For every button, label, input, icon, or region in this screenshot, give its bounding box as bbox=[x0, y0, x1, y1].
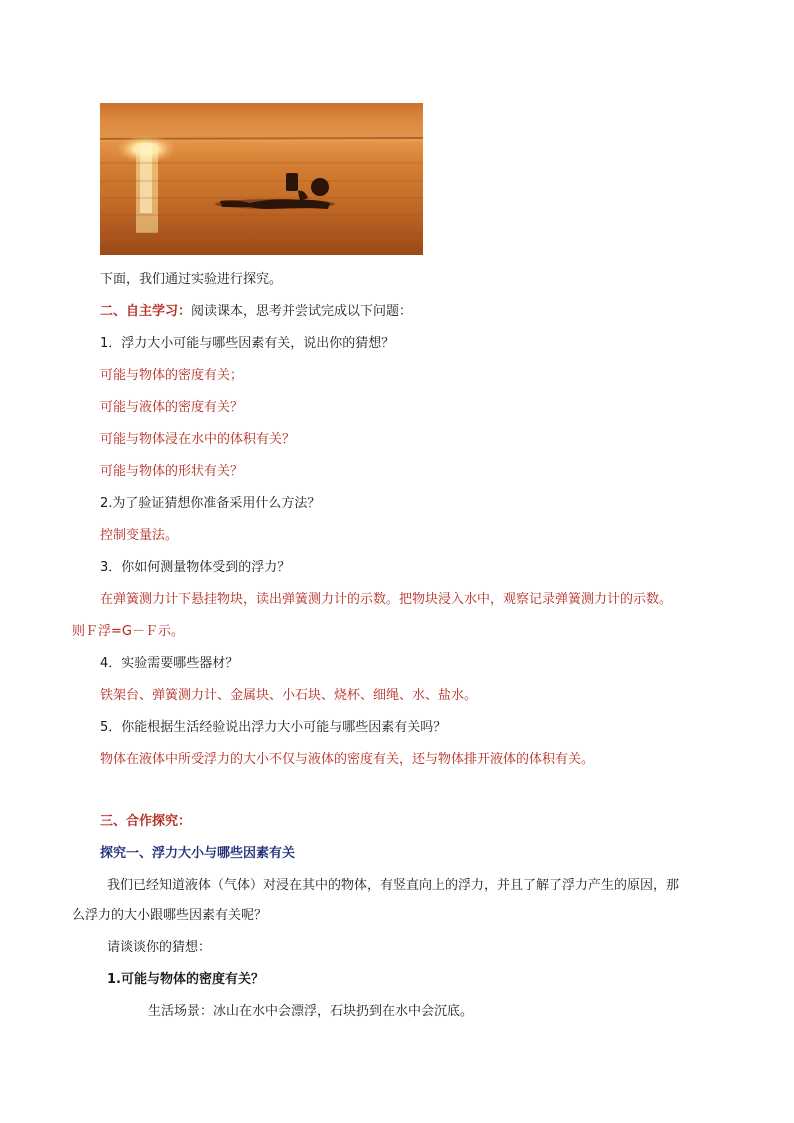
floating-person-photo bbox=[100, 103, 423, 255]
q3-question: 3．你如何测量物体受到的浮力？ bbox=[100, 560, 291, 575]
q4-answer: 铁架台、弹簧测力计、金属块、小石块、烧杯、细绳、水、盐水。 bbox=[100, 688, 478, 703]
q1-answer-4: 可能与物体的形状有关？ bbox=[100, 464, 244, 479]
q1-question: 1．浮力大小可能与哪些因素有关，说出你的猜想？ bbox=[100, 336, 395, 351]
q4-question: 4．实验需要哪些器材？ bbox=[100, 656, 239, 671]
life-scenario: 生活场景：冰山在水中会漂浮，石块扔到在水中会沉底。 bbox=[148, 1004, 474, 1019]
inquiry-title: 探究一、浮力大小与哪些因素有关 bbox=[100, 846, 296, 861]
section2-instruction: 阅读课本，思考并尝试完成以下问题： bbox=[191, 304, 413, 319]
q1-answer-3: 可能与物体浸在水中的体积有关？ bbox=[100, 432, 296, 447]
section2-line bbox=[100, 302, 412, 322]
paragraph-line2: 么浮力的大小跟哪些因素有关呢？ bbox=[72, 908, 268, 923]
q3-answer-line1: 在弹簧测力计下悬挂物块，读出弹簧测力计的示数。把物块浸入水中，观察记录弹簧测力计的示数。 bbox=[100, 592, 673, 607]
q2-answer: 控制变量法。 bbox=[100, 528, 179, 543]
guess-1: 1.可能与物体的密度有关？ bbox=[107, 972, 264, 987]
intro-text: 下面，我们通过实验进行探究。 bbox=[100, 272, 283, 287]
guess-prompt: 请谈谈你的猜想： bbox=[107, 940, 212, 955]
paragraph-line1: 我们已经知道液体（气体）对浸在其中的物体，有竖直向上的浮力，并且了解了浮力产生的原因，那 bbox=[107, 878, 680, 893]
q3-answer-line2: 则Ｆ浮=G－Ｆ示。 bbox=[72, 624, 184, 639]
q1-answer-2: 可能与液体的密度有关？ bbox=[100, 400, 244, 415]
section3-heading: 三、合作探究： bbox=[100, 814, 192, 829]
q5-answer: 物体在液体中所受浮力的大小不仅与液体的密度有关，还与物体排开液体的体积有关。 bbox=[100, 752, 595, 767]
q1-answer-1: 可能与物体的密度有关； bbox=[100, 368, 244, 383]
section2-heading: 二、自主学习： bbox=[100, 304, 192, 319]
q2-question: 2.为了验证猜想你准备采用什么方法？ bbox=[100, 496, 321, 511]
q5-question: 5．你能根据生活经验说出浮力大小可能与哪些因素有关吗？ bbox=[100, 720, 447, 735]
sunset-sea-illustration bbox=[100, 103, 423, 255]
